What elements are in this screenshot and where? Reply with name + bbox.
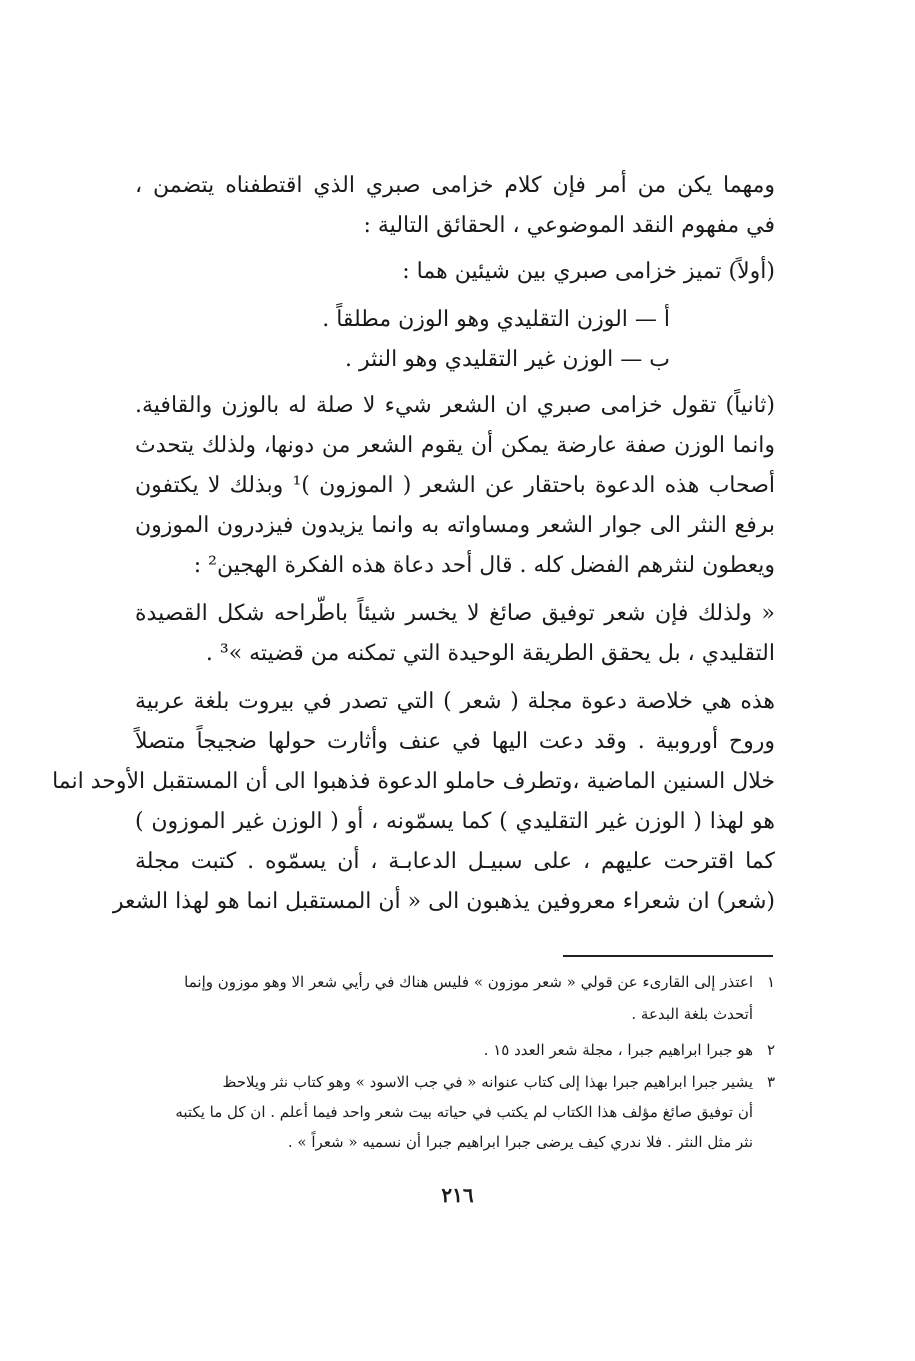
- point-1-item-a: أ — الوزن التقليدي وهو الوزن مطلقاً .: [322, 307, 670, 332]
- footnote-3-line-1: [135, 1070, 775, 1094]
- paragraph-2-line-4: برفع النثر الى جوار الشعر ومساواته به وانما يزيدون فيزدرون الموزون: [135, 513, 775, 538]
- footnote-2-line-1: [135, 1038, 775, 1062]
- footnote-3-text-1: يشير جبرا ابراهيم جبرا بهذا إلى كتاب عنوانه « في جب الاسود » وهو كتاب نثر ويلاحظ: [222, 1073, 753, 1091]
- point-1-item-b: ب — الوزن غير التقليدي وهو النثر .: [345, 347, 670, 372]
- paragraph-2-line-3: أصحاب هذه الدعوة باحتقار عن الشعر ( الموزون )¹ وبذلك لا يكتفون: [135, 473, 775, 498]
- paragraph-3-line-4: هو لهذا ( الوزن غير التقليدي ) كما يسمّونه ، أو ( الوزن غير الموزون ): [135, 809, 775, 834]
- footnote-separator: [563, 955, 773, 957]
- paragraph-3-line-5: كما اقترحت عليهم ، على سبيـل الدعابـة ، أن يسمّوه . كتبت مجلة: [135, 849, 775, 874]
- footnote-3-number: ٣: [766, 1073, 775, 1091]
- footnote-1-line-1: [135, 970, 775, 994]
- footnote-1-text-1: اعتذر إلى القارىء عن قولي « شعر موزون » فليس هناك في رأيي شعر الا وهو موزون وإنما: [184, 973, 753, 991]
- footnote-1-line-2: أتحدث بلغة البدعة .: [631, 1005, 753, 1023]
- paragraph-2-line-2: وانما الوزن صفة عارضة يمكن أن يقوم الشعر من دونها، ولذلك يتحدث: [135, 433, 776, 458]
- paragraph-3-line-2: وروح أوروبية . وقد دعت اليها في عنف وأثارت حولها ضجيجاً متصلاً: [135, 729, 775, 754]
- page-number: ٢١٦: [441, 1183, 474, 1207]
- paragraph-3-line-1: هذه هي خلاصة دعوة مجلة ( شعر ) التي تصدر في بيروت بلغة عربية: [135, 689, 775, 714]
- footnote-2-text-1: هو جبرا ابراهيم جبرا ، مجلة شعر العدد ١٥ .: [483, 1041, 753, 1059]
- paragraph-1-line-2: في مفهوم النقد الموضوعي ، الحقائق التالية :: [363, 213, 775, 238]
- paragraph-3-line-3: خلال السنين الماضية ،وتطرف حاملو الدعوة فذهبوا الى أن المستقبل الأوحد انما: [52, 769, 775, 794]
- quote-line-2: التقليدي ، بل يحقق الطريقة الوحيدة التي تمكنه من قضيته »³ .: [205, 641, 775, 666]
- footnote-1-number: ١: [766, 973, 775, 991]
- point-1-intro: (أولاً) تميز خزامى صبري بين شيئين هما :: [402, 259, 775, 284]
- footnote-3-line-3: نثر مثل النثر . فلا ندري كيف يرضى جبرا ابراهيم جبرا أن نسميه « شعراً » .: [287, 1133, 753, 1151]
- paragraph-1-line-1: ومهما يكن من أمر فإن كلام خزامى صبري الذي اقتطفناه يتضمن ،: [135, 173, 775, 198]
- quote-line-1: « ولذلك فإن شعر توفيق صائغ لا يخسر شيئاً باطّراحه شكل القصيدة: [135, 601, 775, 626]
- paragraph-2-line-5: ويعطون لنثرهم الفضل كله . قال أحد دعاة هذه الفكرة الهجين² :: [193, 553, 775, 578]
- footnote-2-number: ٢: [766, 1041, 775, 1059]
- paragraph-2-line-1: (ثانياً) تقول خزامى صبري ان الشعر شيء لا صلة له بالوزن والقافية.: [135, 393, 775, 418]
- footnote-3-line-2: أن توفيق صائغ مؤلف هذا الكتاب لم يكتب في حياته بيت شعر واحد فيما أعلم . ان كل ما يكتبه: [175, 1103, 753, 1121]
- paragraph-3-line-6: (شعر) ان شعراء معروفين يذهبون الى « أن المستقبل انما هو لهذا الشعر: [112, 889, 775, 914]
